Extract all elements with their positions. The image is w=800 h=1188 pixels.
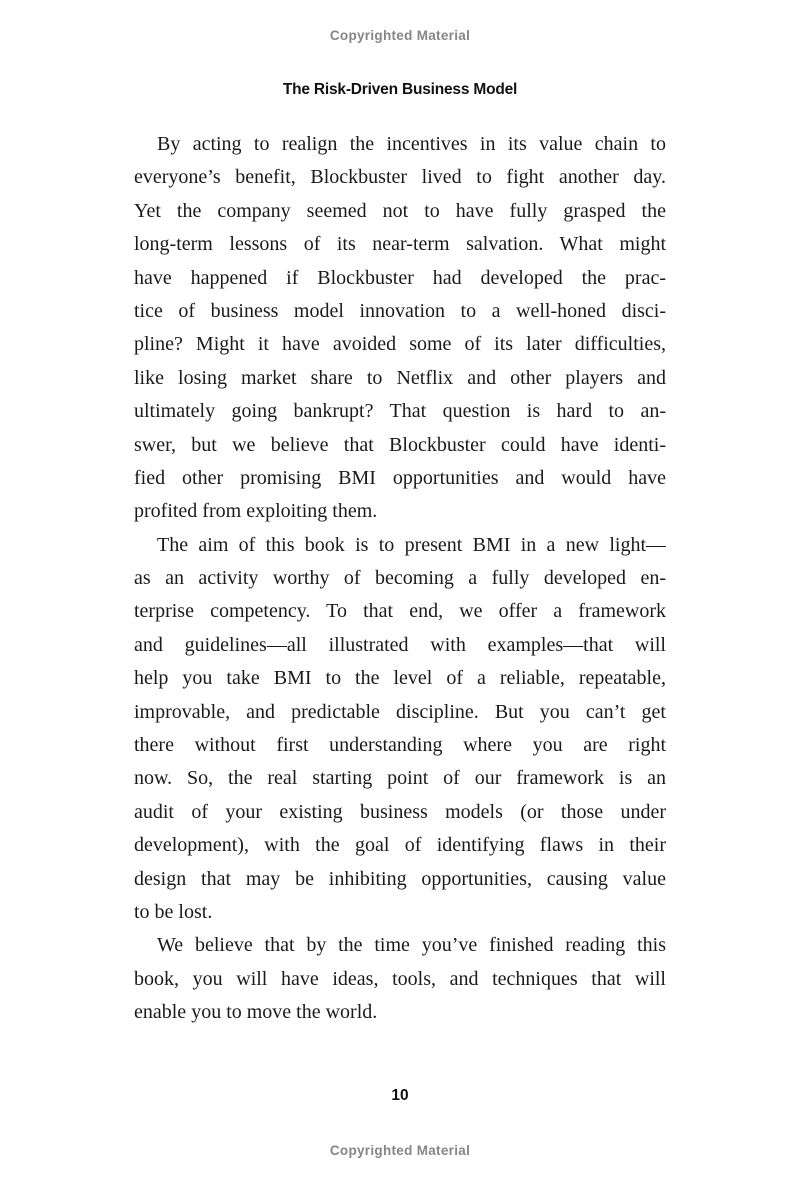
text-line: ultimately going bankrupt? That question is hard to an- bbox=[134, 400, 666, 423]
text-line: enable you to move the world. bbox=[134, 1001, 378, 1024]
text-line: tice of business model innovation to a well-honed disci- bbox=[134, 299, 666, 322]
text-line: terprise competency. To that end, we offer a framework bbox=[134, 600, 666, 623]
text-line: like losing market share to Netflix and other players and bbox=[134, 366, 666, 389]
text-line: We believe that by the time you’ve finished reading this bbox=[157, 934, 666, 957]
text-line: improvable, and predictable discipline. But you can’t get bbox=[134, 700, 666, 723]
text-line: now. So, the real starting point of our framework is an bbox=[134, 767, 666, 790]
text-line: there without first understanding where you are right bbox=[134, 734, 666, 757]
text-line: The aim of this book is to present BMI in a new light— bbox=[157, 533, 666, 556]
text-line: pline? Might it have avoided some of its later difficulties, bbox=[134, 333, 666, 356]
text-line: design that may be inhibiting opportunities, causing value bbox=[134, 867, 666, 890]
paragraph bbox=[134, 929, 666, 1029]
text-line: everyone’s benefit, Blockbuster lived to fight another day. bbox=[134, 166, 666, 189]
paragraph bbox=[134, 128, 666, 529]
running-head-title: The Risk-Driven Business Model bbox=[282, 81, 518, 98]
text-line: help you take BMI to the level of a reliable, repeatable, bbox=[134, 667, 666, 690]
text-line: profited from exploiting them. bbox=[134, 500, 378, 523]
text-line: as an activity worthy of becoming a fully developed en- bbox=[134, 567, 666, 590]
copyright-notice-top: Copyrighted Material bbox=[329, 28, 471, 43]
copyright-notice-bottom: Copyrighted Material bbox=[329, 1143, 471, 1158]
text-line: long-term lessons of its near-term salvation. What might bbox=[134, 233, 666, 256]
body-text bbox=[134, 128, 666, 1030]
text-line: development), with the goal of identifying flaws in their bbox=[134, 834, 666, 857]
text-line: to be lost. bbox=[134, 900, 213, 923]
text-line: audit of your existing business models (or those under bbox=[134, 800, 666, 823]
text-line: fied other promising BMI opportunities and would have bbox=[134, 466, 666, 489]
text-line: By acting to realign the incentives in its value chain to bbox=[157, 133, 666, 155]
text-line: have happened if Blockbuster had developed the prac- bbox=[134, 266, 666, 289]
text-line: and guidelines—all illustrated with examples—that will bbox=[134, 633, 666, 656]
text-line: Yet the company seemed not to have fully grasped the bbox=[134, 199, 666, 222]
paragraph bbox=[134, 529, 666, 930]
page-number: 10 bbox=[391, 1087, 409, 1104]
text-line: swer, but we believe that Blockbuster could have identi- bbox=[134, 433, 666, 456]
text-line: book, you will have ideas, tools, and techniques that will bbox=[134, 967, 666, 990]
